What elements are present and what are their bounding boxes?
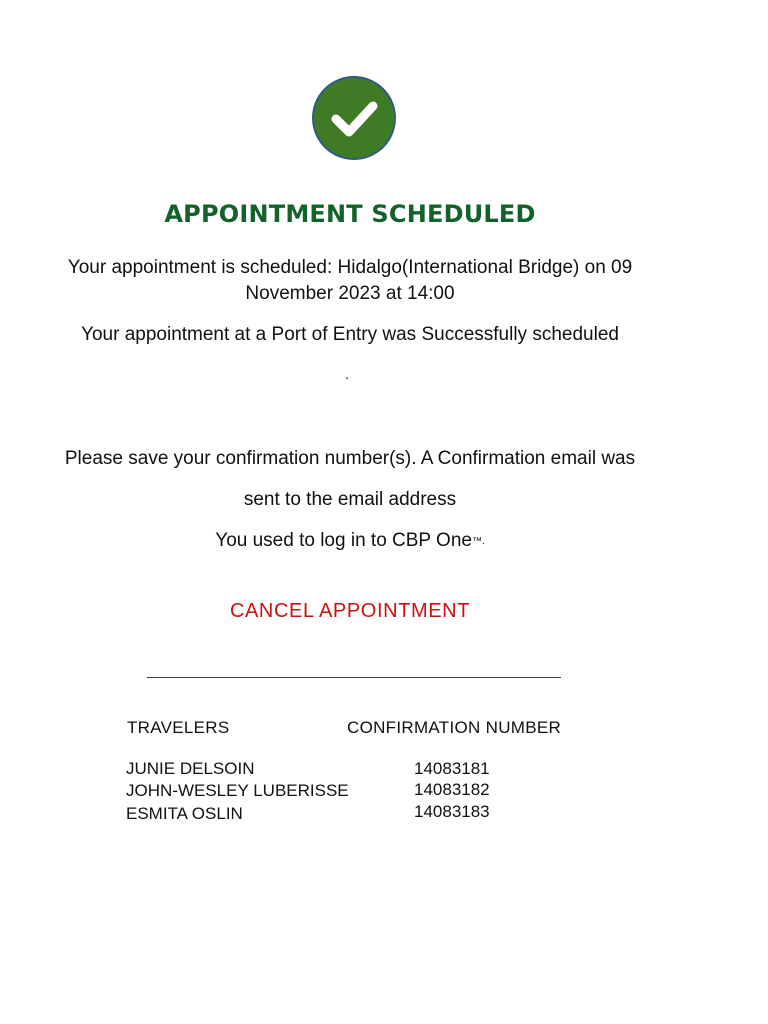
save-confirmation-line2: sent to the email address: [243, 489, 457, 510]
cancel-appointment-button[interactable]: CANCEL APPOINTMENT: [229, 600, 471, 622]
trademark-symbol: ™.: [471, 536, 485, 547]
login-note: You used to log in to CBP One: [215, 530, 472, 551]
traveler-name: ESMITA OSLIN: [126, 804, 243, 823]
save-confirmation-line3: [0, 528, 700, 555]
confirmation-number: 14083181: [414, 759, 490, 778]
appointment-details-line2: November 2023 at 14:00: [245, 283, 455, 304]
confirmation-number: 14083183: [414, 802, 490, 821]
divider: [147, 677, 561, 678]
traveler-name: JUNIE DELSOIN: [126, 759, 255, 778]
checkmark-icon: [314, 78, 394, 158]
separator-dot: .: [345, 366, 349, 382]
page-title: APPOINTMENT SCHEDULED: [164, 200, 536, 228]
appointment-details-line1: Your appointment is scheduled: Hidalgo(International Bridge) on 09: [67, 257, 633, 278]
confirmation-number: 14083182: [414, 780, 490, 799]
travelers-header: TRAVELERS: [127, 718, 230, 737]
traveler-name: JOHN-WESLEY LUBERISSE: [126, 781, 349, 800]
confirmation-number-header: CONFIRMATION NUMBER: [347, 718, 562, 737]
save-confirmation-line1: Please save your confirmation number(s). A Confirmation email was: [64, 448, 636, 469]
check-circle-icon: [312, 76, 396, 160]
success-message: Your appointment at a Port of Entry was Successfully scheduled: [81, 324, 619, 345]
